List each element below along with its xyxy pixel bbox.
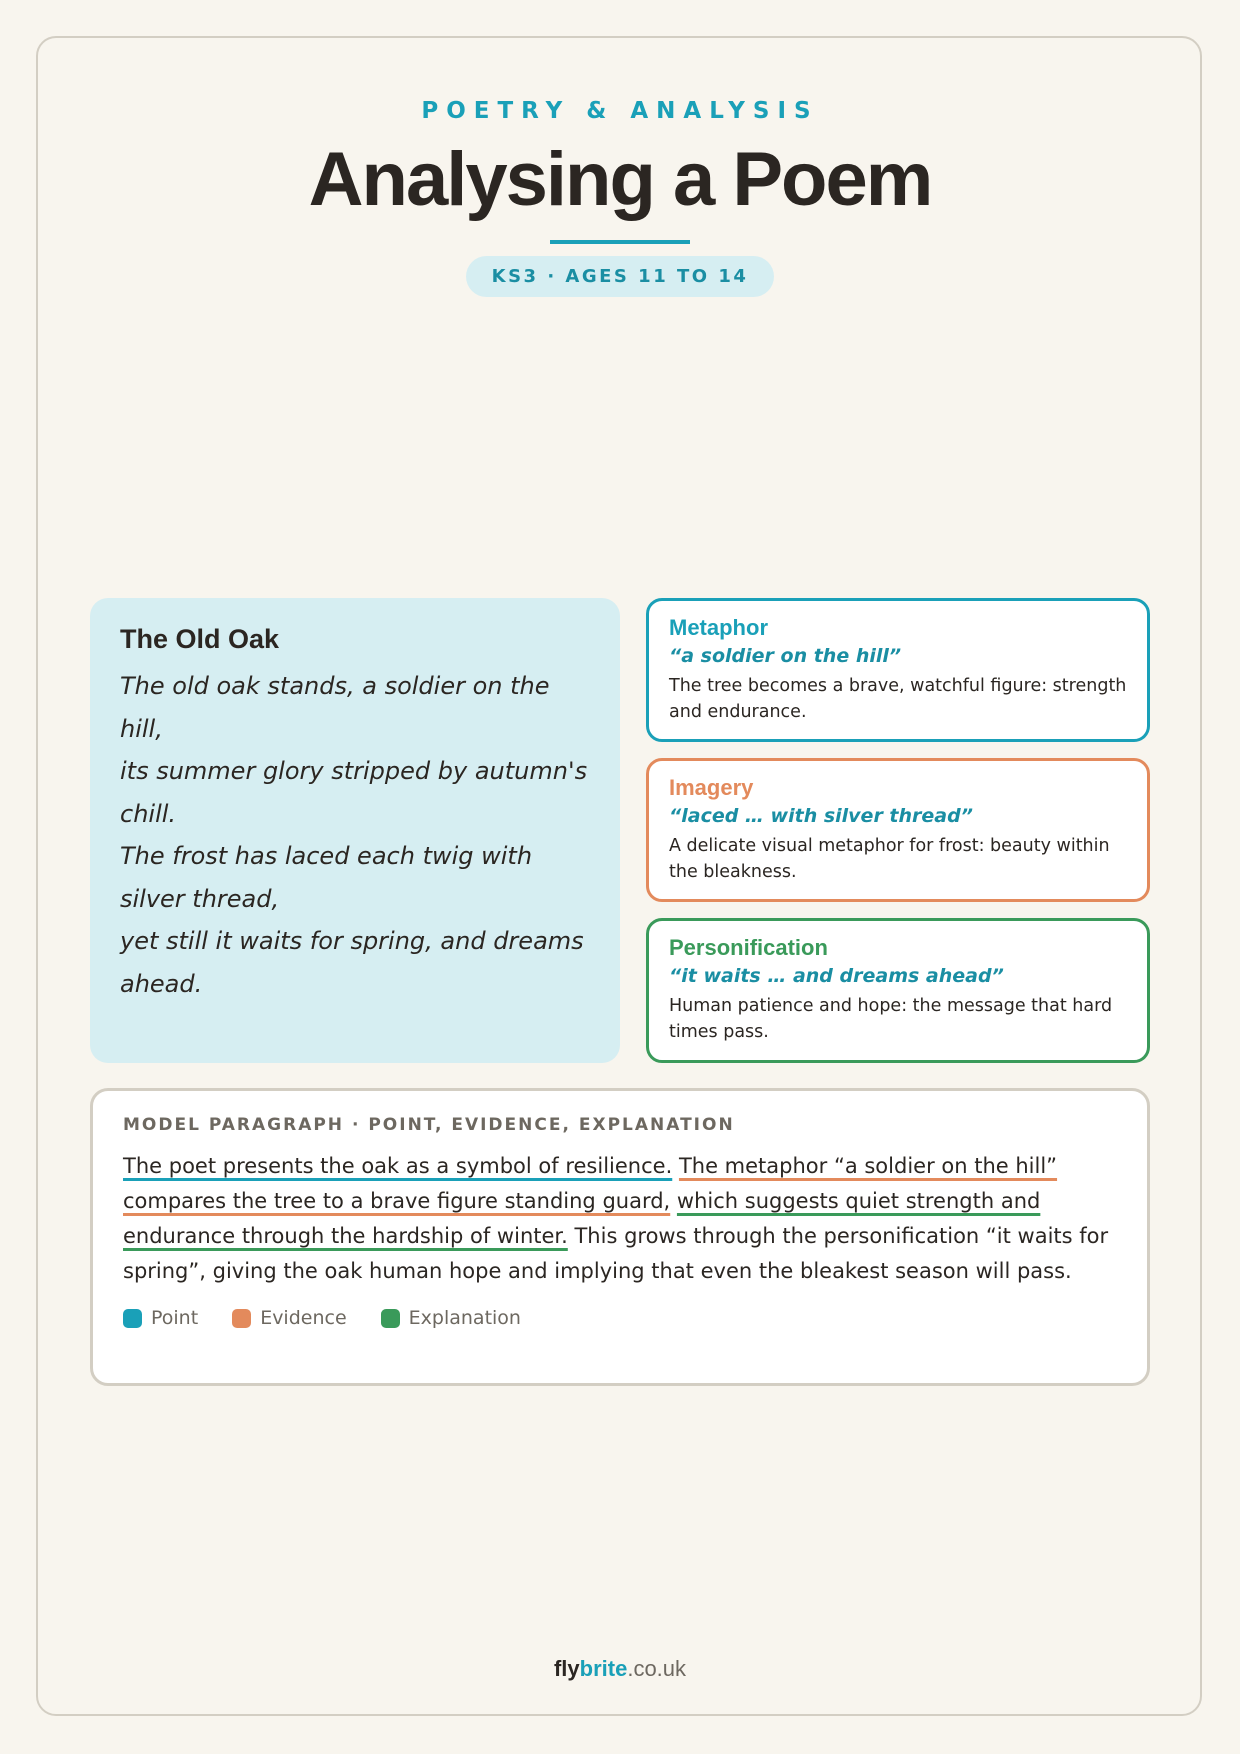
legend-item-evidence [232, 1307, 346, 1329]
point-swatch-icon [123, 1309, 142, 1328]
device-name: Imagery [669, 775, 754, 800]
level-badge: KS3 · AGES 11 TO 14 [466, 256, 775, 297]
device-explanation: The tree becomes a brave, watchful figure: strength and endurance. [669, 676, 1127, 722]
model-paragraph-card [90, 1088, 1150, 1386]
poem-line: yet still it waits for spring, and dreams ahead. [120, 927, 584, 998]
legend-label: Evidence [260, 1307, 347, 1329]
section-kicker: POETRY & ANALYSIS [421, 98, 819, 124]
evidence-segment: The metaphor “a soldier on the hill” compares the tree to a brave figure standing guard, [123, 1154, 1058, 1213]
poem-line: The old oak stands, a soldier on the hill, [120, 672, 550, 743]
device-quote: “a soldier on the hill” [669, 645, 902, 667]
device-name: Personification [669, 935, 828, 960]
device-name: Metaphor [669, 615, 768, 640]
device-card-personification [646, 918, 1150, 1063]
explanation-segment: which suggests quiet strength and endurance through the hardship of winter. [123, 1189, 1041, 1248]
device-card-metaphor [646, 598, 1150, 742]
brand-fly: fly [553, 1656, 580, 1681]
footer-brand [0, 1656, 1240, 1682]
legend [123, 1307, 1117, 1329]
page-header [0, 98, 1240, 297]
title-underline [550, 240, 690, 244]
poem-line: The frost has laced each twig with silver thread, [120, 842, 533, 913]
device-explanation: A delicate visual metaphor for frost: beauty within the bleakness. [669, 836, 1110, 882]
evidence-swatch-icon [232, 1309, 251, 1328]
brand-domain: .co.uk [627, 1656, 687, 1681]
explanation-swatch-icon [381, 1309, 400, 1328]
legend-label: Explanation [408, 1307, 521, 1329]
device-quote: “laced … with silver thread” [669, 805, 973, 827]
model-paragraph-text [123, 1149, 1117, 1289]
legend-item-explanation [381, 1307, 521, 1329]
legend-label: Point [151, 1307, 199, 1329]
device-quote: “it waits … and dreams ahead” [669, 965, 1004, 987]
brand-brite: brite [579, 1656, 628, 1681]
point-segment: The poet presents the oak as a symbol of resilience. [123, 1154, 673, 1178]
poem-card [90, 598, 620, 1063]
page-title: Analysing a Poem [308, 137, 932, 222]
poem-line: its summer glory stripped by autumn's chill. [120, 757, 588, 828]
legend-item-point [123, 1307, 198, 1329]
poem-title: The Old Oak [120, 624, 280, 654]
paragraph-continuation: This grows through the personification “it waits for spring”, giving the oak human hope and implying that even the bleakest season will pass. [123, 1224, 1109, 1283]
device-card-imagery [646, 758, 1150, 902]
device-explanation: Human patience and hope: the message that hard times pass. [669, 996, 1113, 1042]
model-paragraph-heading: MODEL PARAGRAPH · POINT, EVIDENCE, EXPLANATION [123, 1115, 735, 1135]
